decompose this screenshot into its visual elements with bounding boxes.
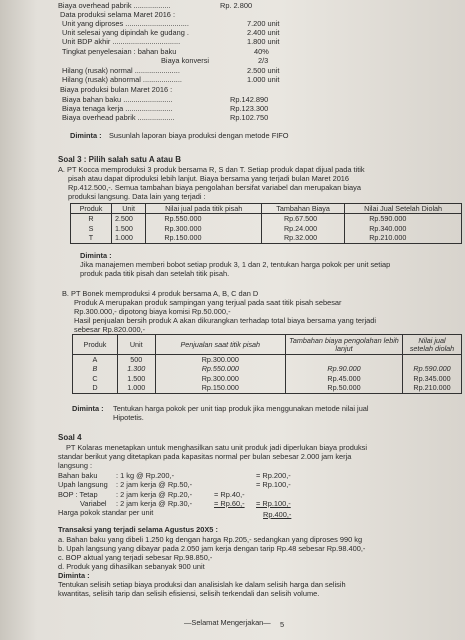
trans-line: a. Bahan baku yang dibeli 1.250 kg dengan harga Rp.205,- sedangkan yang diproses 990 kg bbox=[58, 535, 363, 544]
soal4-intro-line: standar berikut yang ditetapkan pada kapasitas normal per bulan sebesar 2.000 jam kerja bbox=[58, 452, 352, 461]
trans-line: b. Upah langsung yang dibayar pada 2.050 jam kerja dengan tarip Rp.48 sebesar Rp.98.400,- bbox=[58, 544, 366, 553]
std-total: = Rp.100,- bbox=[256, 480, 291, 489]
table-row bbox=[71, 204, 462, 214]
table-cell: A bbox=[73, 355, 118, 365]
std-mid: = Rp.40,- bbox=[214, 490, 245, 499]
prod-row-value: 1.000 unit bbox=[247, 75, 280, 84]
prod-row-label: Unit yang diproses ............................... bbox=[62, 19, 189, 28]
std-label: BOP : Tetap bbox=[58, 490, 98, 499]
table-row bbox=[73, 374, 462, 383]
soal3-b-line: sebesar Rp.820.000,- bbox=[74, 325, 146, 334]
production-data-title: Data produksi selama Maret 2016 : bbox=[60, 10, 176, 19]
table-cell: Rp.150.000 bbox=[155, 383, 285, 393]
soal3-a-diminta-line: produk pada titik pisah dan setelah titik pisah. bbox=[80, 269, 230, 278]
table-cell: S bbox=[71, 224, 112, 233]
table-cell: 1.000 bbox=[117, 383, 155, 393]
table-header: Unit bbox=[111, 204, 145, 214]
table-a bbox=[70, 203, 462, 244]
table-cell: Rp.590.000 bbox=[345, 214, 462, 224]
prod-row-value: 7.200 unit bbox=[247, 19, 280, 28]
table-cell: Rp.300.000 bbox=[146, 224, 262, 233]
table-cell: R bbox=[71, 214, 112, 224]
table-cell: Rp.550.000 bbox=[155, 364, 285, 373]
table-cell: Rp.340.000 bbox=[345, 224, 462, 233]
std-mid: = Rp.60,- bbox=[214, 499, 245, 508]
soal4-intro-line: PT Kolaras menetapkan untuk menghasilkan satu unit produk jadi diperlukan biaya produksi bbox=[66, 443, 368, 452]
table-cell: 1.300 bbox=[117, 364, 155, 373]
table-cell: 1.000 bbox=[111, 233, 145, 243]
table-cell: Rp.90.000 bbox=[286, 364, 403, 373]
table-cell: D bbox=[73, 383, 118, 393]
table-row bbox=[73, 383, 462, 393]
page-number: 5 bbox=[280, 620, 285, 629]
table-cell: 500 bbox=[117, 355, 155, 365]
table-cell: 1.500 bbox=[111, 224, 145, 233]
std-total: = Rp.200,- bbox=[256, 471, 291, 480]
table-header: Nilai jual setelah diolah bbox=[403, 335, 462, 355]
std-calc: : 2 jam kerja @ Rp.30,- bbox=[116, 499, 193, 508]
prod-row-label: Unit BDP akhir ................................. bbox=[62, 37, 181, 46]
table-cell: Rp.50.000 bbox=[286, 383, 403, 393]
table-cell: Rp.300.000 bbox=[155, 374, 285, 383]
soal3-b-line: Hasil penjualan bersih produk A akan dikurangkan terhadap total biaya bersama yang terjadi bbox=[74, 316, 376, 325]
diminta-text: Susunlah laporan biaya produksi dengan metode FIFO bbox=[109, 131, 289, 140]
table-header: Penjualan saat titik pisah bbox=[155, 335, 285, 355]
soal3-a-line: produksi langsung. Data lain yang terjadi : bbox=[68, 192, 206, 201]
table-cell: Rp.300.000 bbox=[155, 355, 285, 365]
std-calc: : 2 jam kerja @ Rp.50,- bbox=[116, 480, 193, 489]
prod-row-label: Unit selesai yang dipindah ke gudang . bbox=[62, 28, 189, 37]
table-row bbox=[73, 335, 462, 355]
table-row bbox=[73, 364, 462, 373]
soal4-title: Soal 4 bbox=[58, 433, 82, 442]
table-cell: Rp.45.000 bbox=[286, 374, 403, 383]
cost-label: Biaya tenaga kerja ....................... bbox=[62, 104, 173, 113]
soal3-b-diminta-line: Tentukan harga pokok per unit tiap produk jika menggunakan metode nilai jual bbox=[113, 404, 369, 413]
trans-line: d. Produk yang dihasilkan sebanyak 900 unit bbox=[58, 562, 205, 571]
soal3-a-line: pisah atau dapat diproduksi lebih lanjut. Biaya bersama yang terjadi bulan Maret 2016 bbox=[68, 174, 350, 183]
soal4-intro-line: langsung : bbox=[58, 461, 93, 470]
diminta-label: Diminta : bbox=[70, 131, 102, 140]
soal3-a-diminta-label: Diminta : bbox=[80, 251, 112, 260]
prod-row-value: 2/3 bbox=[258, 56, 269, 65]
trans-title: Transaksi yang terjadi selama Agustus 20X5 : bbox=[58, 525, 218, 534]
std-label: Upah langsung bbox=[58, 480, 108, 489]
prod-row-label: Hilang (rusak) normal ...................... bbox=[62, 66, 180, 75]
table-cell: Rp.150.000 bbox=[146, 233, 262, 243]
cost-value: Rp.102.750 bbox=[230, 113, 269, 122]
table-cell bbox=[286, 355, 403, 365]
table-cell: C bbox=[73, 374, 118, 383]
table-header: Unit bbox=[117, 335, 155, 355]
table-cell: B bbox=[73, 364, 118, 373]
cost-label: Biaya overhead pabrik .................. bbox=[62, 113, 175, 122]
prod-row-label: Biaya konversi bbox=[161, 56, 210, 65]
table-cell: Rp.590.000 bbox=[403, 364, 462, 373]
table-cell: 2.500 bbox=[111, 214, 145, 224]
table-cell: Rp.32.000 bbox=[261, 233, 344, 243]
soal3-a-line: Rp.412.500,-. Semua tambahan biaya pengolahan bersifat variabel dan merupakan biaya bbox=[68, 183, 361, 192]
table-cell: 1.500 bbox=[117, 374, 155, 383]
cost-label: Biaya bahan baku ........................ bbox=[62, 95, 173, 104]
soal4-diminta-line: Tentukan selisih setiap biaya produksi dan analisislah ke dalam selisih harga dan selisih bbox=[58, 580, 346, 589]
prod-row-label: Tingkat penyelesaian : bahan baku bbox=[62, 47, 177, 56]
table-header: Produk bbox=[71, 204, 112, 214]
table-header: Nilai jual pada titik pisah bbox=[146, 204, 262, 214]
std-label: Variabel bbox=[80, 499, 107, 508]
soal3-title: Soal 3 : Pilih salah satu A atau B bbox=[58, 155, 181, 164]
soal3-b-line: B. PT Bonek memproduksi 4 produk bersama A, B, C dan D bbox=[62, 289, 259, 298]
table-row bbox=[71, 224, 462, 233]
table-header: Produk bbox=[73, 335, 118, 355]
std-label: Harga pokok standar per unit bbox=[58, 508, 154, 517]
soal3-a-diminta-line: Jika manajemen memberi bobot setiap produk 3, 1 dan 2, tentukan harga pokok per unit setiap bbox=[80, 260, 391, 269]
std-total: Rp.400,- bbox=[263, 510, 292, 519]
table-header: Nilai Jual Setelah Diolah bbox=[345, 204, 462, 214]
table-cell: Rp.67.500 bbox=[261, 214, 344, 224]
soal4-diminta-line: kwantitas, selisih tarip dan selisih efisiensi, selisih terkendali dan selisih volume. bbox=[58, 589, 320, 598]
table-cell: Rp.550.000 bbox=[146, 214, 262, 224]
overhead-label: Biaya overhead pabrik .................. bbox=[58, 1, 171, 10]
overhead-value: Rp. 2.800 bbox=[220, 1, 253, 10]
soal3-b-line: Produk A merupakan produk sampingan yang terjual pada saat titik pisah sebesar bbox=[74, 298, 342, 307]
table-cell bbox=[403, 355, 462, 365]
table-header: Tambahan biaya pengolahan lebih lanjut bbox=[286, 335, 403, 355]
soal3-b-diminta-line: Hipotetis. bbox=[113, 413, 144, 422]
table-b bbox=[72, 334, 462, 394]
std-calc: : 1 kg @ Rp.200,- bbox=[116, 471, 175, 480]
table-header: Tambahan Biaya bbox=[261, 204, 344, 214]
trans-line: c. BOP aktual yang terjadi sebesar Rp.98.850,- bbox=[58, 553, 213, 562]
prod-row-value: 2.500 unit bbox=[247, 66, 280, 75]
table-row bbox=[71, 233, 462, 243]
table-cell: Rp.24.000 bbox=[261, 224, 344, 233]
soal3-b-line: Rp.300.000,- dipotong biaya komisi Rp.50.000,- bbox=[74, 307, 231, 316]
prod-row-value: 2.400 unit bbox=[247, 28, 280, 37]
table-row bbox=[73, 355, 462, 365]
soal4-diminta-label: Diminta : bbox=[58, 571, 90, 580]
cost-value: Rp.142.890 bbox=[230, 95, 269, 104]
table-cell: Rp.210.000 bbox=[403, 383, 462, 393]
std-label: Bahan baku bbox=[58, 471, 98, 480]
prod-row-label: Hilang (rusak) abnormal ................... bbox=[62, 75, 182, 84]
cost-title: Biaya produksi bulan Maret 2016 : bbox=[60, 85, 173, 94]
prod-row-value: 1.800 unit bbox=[247, 37, 280, 46]
footer-text: —Selamat Mengerjakan— bbox=[184, 618, 271, 627]
std-calc: : 2 jam kerja @ Rp.20,- bbox=[116, 490, 193, 499]
soal3-a-line: A. PT Kocca memproduksi 3 produk bersama R, S dan T. Setiap produk dapat dijual pada titik bbox=[58, 165, 365, 174]
table-row bbox=[71, 214, 462, 224]
prod-row-value: 40% bbox=[254, 47, 269, 56]
std-total: = Rp.100,- bbox=[256, 499, 291, 508]
cost-value: Rp.123.300 bbox=[230, 104, 269, 113]
table-cell: Rp.210.000 bbox=[345, 233, 462, 243]
soal3-b-diminta-label: Diminta : bbox=[72, 404, 104, 413]
table-cell: Rp.345.000 bbox=[403, 374, 462, 383]
table-cell: T bbox=[71, 233, 112, 243]
